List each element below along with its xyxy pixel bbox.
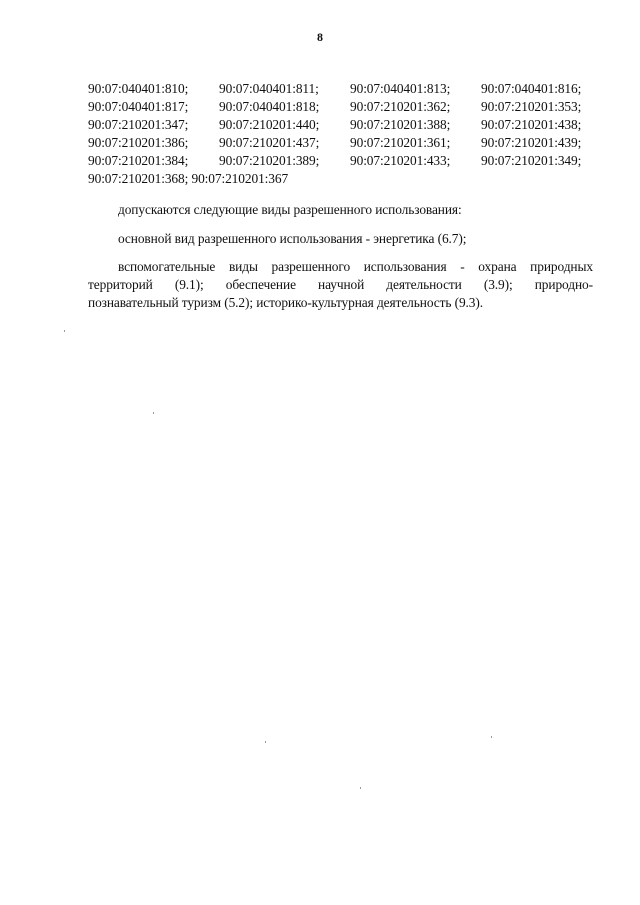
main-use-paragraph: основной вид разрешенного использования - энергетика (6.7); — [118, 231, 467, 246]
cadastral-number: 90:07:210201:384; — [88, 153, 189, 168]
cadastral-number: 90:07:040401:811; — [219, 81, 319, 96]
cadastral-number: 90:07:210201:389; — [219, 153, 320, 168]
scan-speck — [491, 736, 492, 738]
auxiliary-uses-line: познавательный туризм (5.2); историко-культурная деятельность (9.3). — [88, 295, 483, 310]
allowed-uses-paragraph: допускаются следующие виды разрешенного использования: — [118, 202, 462, 217]
cadastral-row — [88, 116, 608, 134]
cadastral-number: 90:07:210201:353; — [481, 99, 582, 114]
scan-speck — [265, 741, 266, 743]
cadastral-number: 90:07:210201:349; — [481, 153, 582, 168]
cadastral-number: 90:07:040401:816; — [481, 81, 582, 96]
cadastral-row — [88, 98, 608, 116]
cadastral-row — [88, 80, 608, 98]
cadastral-number: 90:07:040401:818; — [219, 99, 320, 114]
cadastral-number: 90:07:210201:433; — [350, 153, 451, 168]
auxiliary-uses-paragraph — [88, 258, 593, 312]
cadastral-number-list — [88, 80, 608, 188]
cadastral-row — [88, 152, 608, 170]
cadastral-number: 90:07:040401:813; — [350, 81, 451, 96]
cadastral-number: 90:07:210201:439; — [481, 135, 582, 150]
cadastral-number: 90:07:210201:437; — [219, 135, 320, 150]
page-number: 8 — [317, 30, 323, 44]
auxiliary-uses-line: вспомогательные виды разрешенного использования - охрана природных — [118, 259, 593, 274]
cadastral-number: 90:07:040401:817; — [88, 99, 189, 114]
cadastral-number: 90:07:210201:347; — [88, 117, 189, 132]
scan-speck — [64, 330, 65, 332]
cadastral-number: 90:07:210201:361; — [350, 135, 451, 150]
cadastral-number: 90:07:210201:386; — [88, 135, 189, 150]
cadastral-number: 90:07:210201:388; — [350, 117, 451, 132]
cadastral-last-line: 90:07:210201:368; 90:07:210201:367 — [88, 171, 289, 186]
auxiliary-uses-line: территорий (9.1); обеспечение научной деятельности (3.9); природно- — [88, 277, 593, 292]
cadastral-number: 90:07:210201:440; — [219, 117, 320, 132]
scan-speck — [360, 787, 361, 789]
scan-speck — [153, 412, 154, 414]
cadastral-number: 90:07:210201:362; — [350, 99, 451, 114]
cadastral-number: 90:07:040401:810; — [88, 81, 189, 96]
cadastral-number: 90:07:210201:438; — [481, 117, 582, 132]
cadastral-row — [88, 134, 608, 152]
